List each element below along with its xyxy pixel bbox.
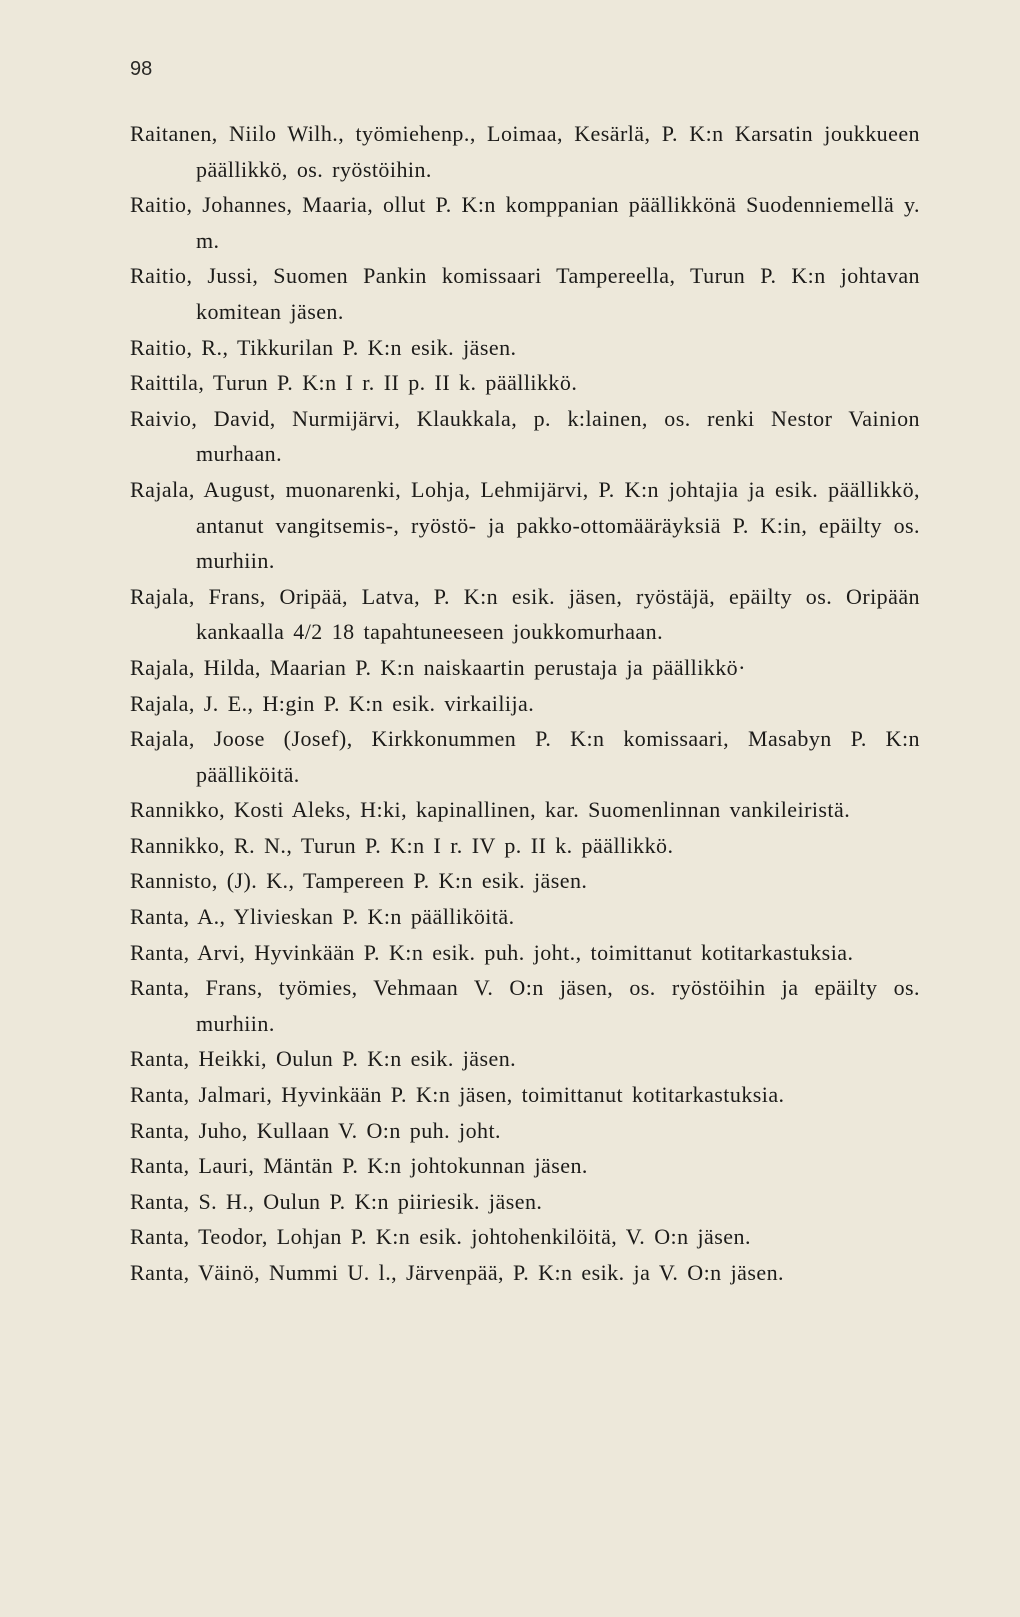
list-item: Raittila, Turun P. K:n I r. II p. II k. päällikkö. <box>130 370 578 396</box>
list-item: Ranta, A., Ylivieskan P. K:n päälliköitä. <box>130 904 515 930</box>
list-item: Ranta, Juho, Kullaan V. O:n puh. joht. <box>130 1117 501 1143</box>
list-item: Raitio, Jussi, Suomen Pankin komissaari Tampereella, Turun P. K:n johtavan komitean jäsen. <box>130 263 920 324</box>
list-item: Rajala, August, muonarenki, Lohja, Lehmijärvi, P. K:n johtajia ja esik. päällikkö, antanut vangitsemis-, ryöstö- ja pakko-ottomääräyksiä P. K:in, epäilty os. murhiin. <box>130 476 920 574</box>
list-item: Rajala, J. E., H:gin P. K:n esik. virkailija. <box>130 690 535 716</box>
entry-list <box>130 116 920 1291</box>
list-item: Rannikko, R. N., Turun P. K:n I r. IV p. II k. päällikkö. <box>130 832 674 858</box>
list-item: Ranta, S. H., Oulun P. K:n piiriesik. jäsen. <box>130 1188 543 1214</box>
list-item: Rajala, Joose (Josef), Kirkkonummen P. K:n komissaari, Masabyn P. K:n päälliköitä. <box>130 726 920 787</box>
list-item: Ranta, Jalmari, Hyvinkään P. K:n jäsen, toimittanut kotitarkastuksia. <box>130 1082 785 1108</box>
list-item: Ranta, Teodor, Lohjan P. K:n esik. johtohenkilöitä, V. O:n jäsen. <box>130 1224 751 1250</box>
list-item: Raitio, Johannes, Maaria, ollut P. K:n komppanian päällikkönä Suodenniemellä y. m. <box>130 192 920 253</box>
list-item: Ranta, Väinö, Nummi U. l., Järvenpää, P. K:n esik. ja V. O:n jäsen. <box>130 1260 784 1285</box>
page-number: 98 <box>130 58 153 80</box>
list-item: Raivio, David, Nurmijärvi, Klaukkala, p. k:lainen, os. renki Nestor Vainion murhaan. <box>130 405 920 467</box>
list-item: Raitanen, Niilo Wilh., työmiehenp., Loimaa, Kesärlä, P. K:n Karsatin joukkueen päällikkö, os. ryöstöihin. <box>130 121 920 182</box>
list-item: Ranta, Lauri, Mäntän P. K:n johtokunnan jäsen. <box>130 1153 588 1179</box>
list-item: Ranta, Frans, työmies, Vehmaan V. O:n jäsen, os. ryöstöihin ja epäilty os. murhiin. <box>130 975 920 1036</box>
list-item: Rajala, Frans, Oripää, Latva, P. K:n esik. jäsen, ryöstäjä, epäilty os. Oripään kankaalla 4/2 18 tapahtuneeseen joukkomurhaan. <box>130 583 920 645</box>
list-item: Raitio, R., Tikkurilan P. K:n esik. jäsen. <box>130 334 517 360</box>
list-item: Ranta, Arvi, Hyvinkään P. K:n esik. puh. joht., toimittanut kotitarkastuksia. <box>130 939 854 965</box>
list-item: Ranta, Heikki, Oulun P. K:n esik. jäsen. <box>130 1046 517 1072</box>
list-item: Rajala, Hilda, Maarian P. K:n naiskaartin perustaja ja päällikkö· <box>130 654 746 680</box>
list-item: Rannisto, (J). K., Tampereen P. K:n esik. jäsen. <box>130 868 588 894</box>
list-item: Rannikko, Kosti Aleks, H:ki, kapinallinen, kar. Suomenlinnan vankileiristä. <box>130 797 851 823</box>
